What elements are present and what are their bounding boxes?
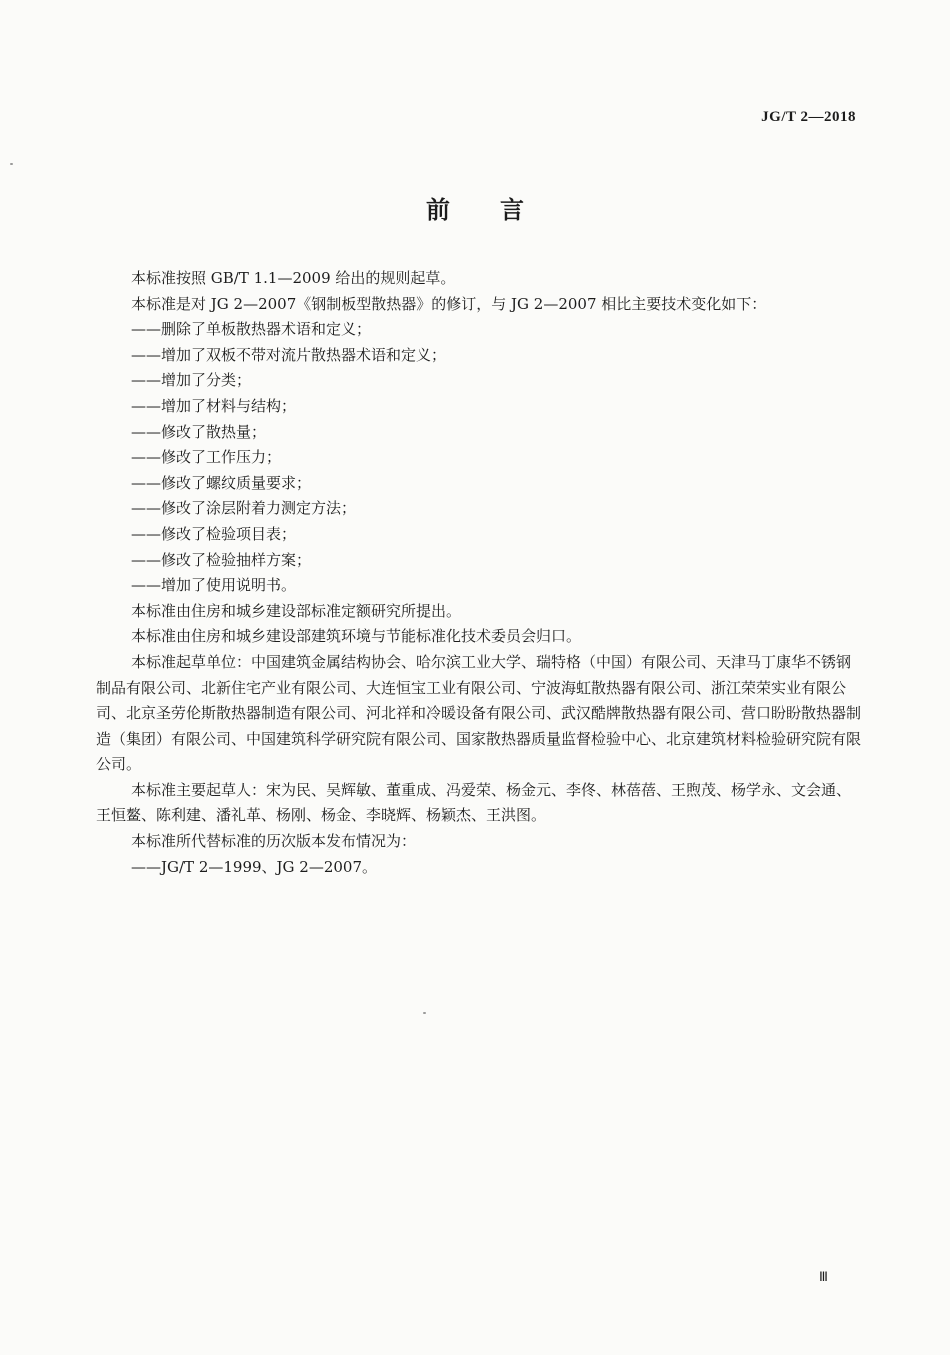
paragraph: 本标准主要起草人：宋为民、吴辉敏、董重成、冯爱荣、杨金元、李佟、林蓓蓓、王煦茂、杨学永、文会通、王恒鳌、陈利建、潘礼革、杨刚、杨金、李晓辉、杨颖杰、王洪图。 bbox=[96, 780, 852, 825]
page-title: 前言 bbox=[426, 195, 574, 224]
list-item: ——修改了工作压力； bbox=[131, 448, 282, 467]
foreword-body bbox=[96, 266, 864, 880]
list-item: ——增加了分类； bbox=[131, 371, 252, 390]
paragraph: 本标准起草单位：中国建筑金属结构协会、哈尔滨工业大学、瑞特格（中国）有限公司、天津马丁康华不锈钢制品有限公司、北新住宅产业有限公司、大连恒宝工业有限公司、宁波海虹散热器有限公司、浙江荣荣实业有限公司、北京圣劳伦斯散热器制造有限公司、河北祥和冷暖设备有限公司、武汉酷牌散热器有限公司、营口盼盼散热器制造（集团）有限公司、中国建筑科学研究院有限公司、国家散热器质量监督检验中心、北京建筑材料检验研究院有限公司。 bbox=[96, 652, 862, 774]
list-item: ——增加了材料与结构； bbox=[131, 396, 297, 415]
page-number: Ⅲ bbox=[819, 1269, 828, 1284]
list-item: ——修改了螺纹质量要求； bbox=[131, 473, 312, 492]
list-item: ——修改了涂层附着力测定方法； bbox=[131, 499, 357, 518]
paragraph: 本标准由住房和城乡建设部建筑环境与节能标准化技术委员会归口。 bbox=[131, 627, 582, 646]
paragraph: 本标准由住房和城乡建设部标准定额研究所提出。 bbox=[131, 601, 462, 620]
document-code: JG/T 2—2018 bbox=[761, 109, 856, 125]
list-item: ——修改了检验项目表； bbox=[131, 524, 297, 543]
list-item: ——增加了双板不带对流片散热器术语和定义； bbox=[131, 345, 447, 364]
list-item: ——增加了使用说明书。 bbox=[131, 576, 297, 595]
scan-speck bbox=[10, 163, 13, 165]
scan-speck bbox=[423, 1012, 426, 1014]
paragraph: 本标准所代替标准的历次版本发布情况为： bbox=[131, 832, 417, 851]
list-item: ——JG/T 2—1999、JG 2—2007。 bbox=[131, 857, 378, 876]
list-item: ——修改了散热量； bbox=[131, 422, 267, 441]
list-item: ——删除了单板散热器术语和定义； bbox=[131, 320, 372, 339]
list-item: ——修改了检验抽样方案； bbox=[131, 550, 312, 569]
paragraph: 本标准按照 GB/T 1.1—2009 给出的规则起草。 bbox=[131, 269, 456, 287]
paragraph: 本标准是对 JG 2—2007《钢制板型散热器》的修订，与 JG 2—2007 相比主要技术变化如下： bbox=[131, 294, 767, 313]
